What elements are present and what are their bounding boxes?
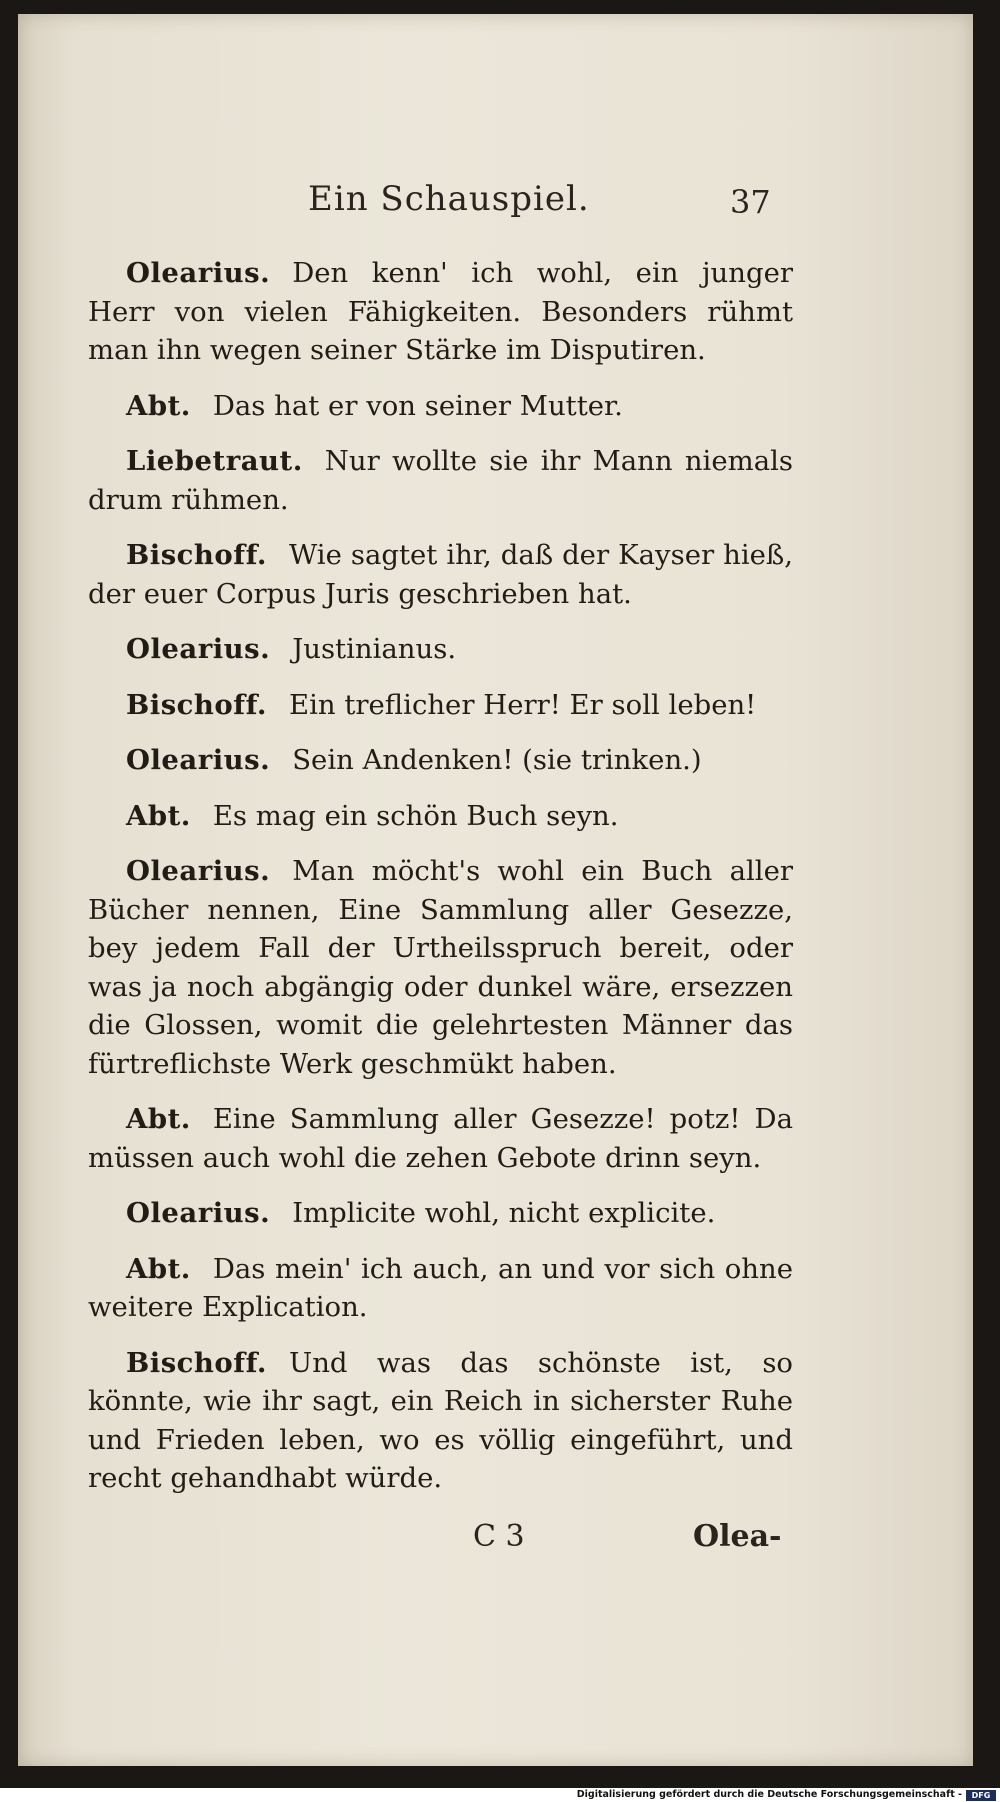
speech (88, 1344, 793, 1498)
speech (88, 1100, 793, 1177)
speaker-name: Bischoff. (126, 539, 268, 571)
speaker-name: Olearius. (126, 257, 271, 289)
speaker-name: Abt. (126, 1103, 191, 1135)
speech-text: Das mein' ich auch, an und vor sich ohne weitere Explication. (88, 1252, 793, 1323)
speech (88, 254, 793, 370)
speech (88, 1194, 793, 1233)
speech (88, 387, 793, 426)
speech (88, 1250, 793, 1327)
speech (88, 442, 793, 519)
speech (88, 797, 793, 836)
credit-text: Digitalisierung gefördert durch die Deutsche Forschungsgemeinschaft - (576, 1789, 962, 1800)
speech-text: Es mag ein schön Buch seyn. (212, 799, 619, 832)
dialogue-text (88, 254, 793, 1515)
speaker-name: Liebetraut. (126, 445, 303, 477)
page-header (18, 179, 973, 229)
speech (88, 686, 793, 725)
speech-text: Man möcht's wohl ein Buch aller Bücher nennen, Eine Sammlung aller Gesezze, bey jedem Fall der Urtheilsspruch bereit, oder was ja noch abgängig oder dunkel wäre, ersezzen die Glossen, womit die gelehrtesten Männer das fürtreflichste Werk geschmükt haben. (88, 855, 793, 1080)
running-title: Ein Schauspiel. (308, 179, 590, 219)
page-number: 37 (730, 183, 771, 221)
speech-text: Implicite wohl, nicht explicite. (292, 1197, 716, 1229)
speaker-name: Olearius. (126, 855, 271, 887)
speaker-name: Olearius. (126, 1197, 271, 1229)
speech-text: Das hat er von seiner Mutter. (212, 389, 623, 422)
speaker-name: Bischoff. (126, 688, 268, 721)
speech (88, 852, 793, 1083)
speech-text: Nur wollte sie ihr Mann niemals drum rühmen. (88, 445, 793, 516)
speaker-name: Abt. (126, 799, 191, 832)
speaker-name: Abt. (126, 1252, 191, 1285)
speaker-name: Abt. (126, 389, 191, 422)
speech-text: Sein Andenken! (sie trinken.) (292, 744, 702, 776)
speech-text: Wie sagtet ihr, daß der Kayser hieß, der euer Corpus Juris geschrieben hat. (88, 539, 793, 610)
speech (88, 741, 793, 780)
speech-text: Justinianus. (292, 633, 457, 665)
speech-text: Den kenn' ich wohl, ein junger Herr von vielen Fähigkeiten. Besonders rühmt man ihn wegen seiner Stärke im Disputiren. (88, 257, 793, 366)
speaker-name: Bischoff. (126, 1346, 268, 1379)
signature-mark: C 3 (473, 1519, 525, 1554)
speech-text: Eine Sammlung aller Gesezze! potz! Da müssen auch wohl die zehen Gebote drinn seyn. (88, 1103, 793, 1174)
catchword: Olea- (693, 1519, 782, 1554)
page-footer (18, 1519, 973, 1563)
digitization-credit (0, 1788, 1000, 1802)
speaker-name: Olearius. (126, 633, 271, 665)
speaker-name: Olearius. (126, 744, 271, 776)
speech-text: Und was das schönste ist, so könnte, wie ihr sagt, ein Reich in sicherster Ruhe und Frieden leben, wo es völlig eingeführt, und recht gehandhabt würde. (88, 1346, 793, 1494)
book-page (18, 14, 973, 1766)
dfg-logo-icon: DFG (966, 1790, 996, 1801)
speech-text: Ein treflicher Herr! Er soll leben! (289, 688, 757, 721)
speech (88, 630, 793, 669)
speech (88, 536, 793, 613)
